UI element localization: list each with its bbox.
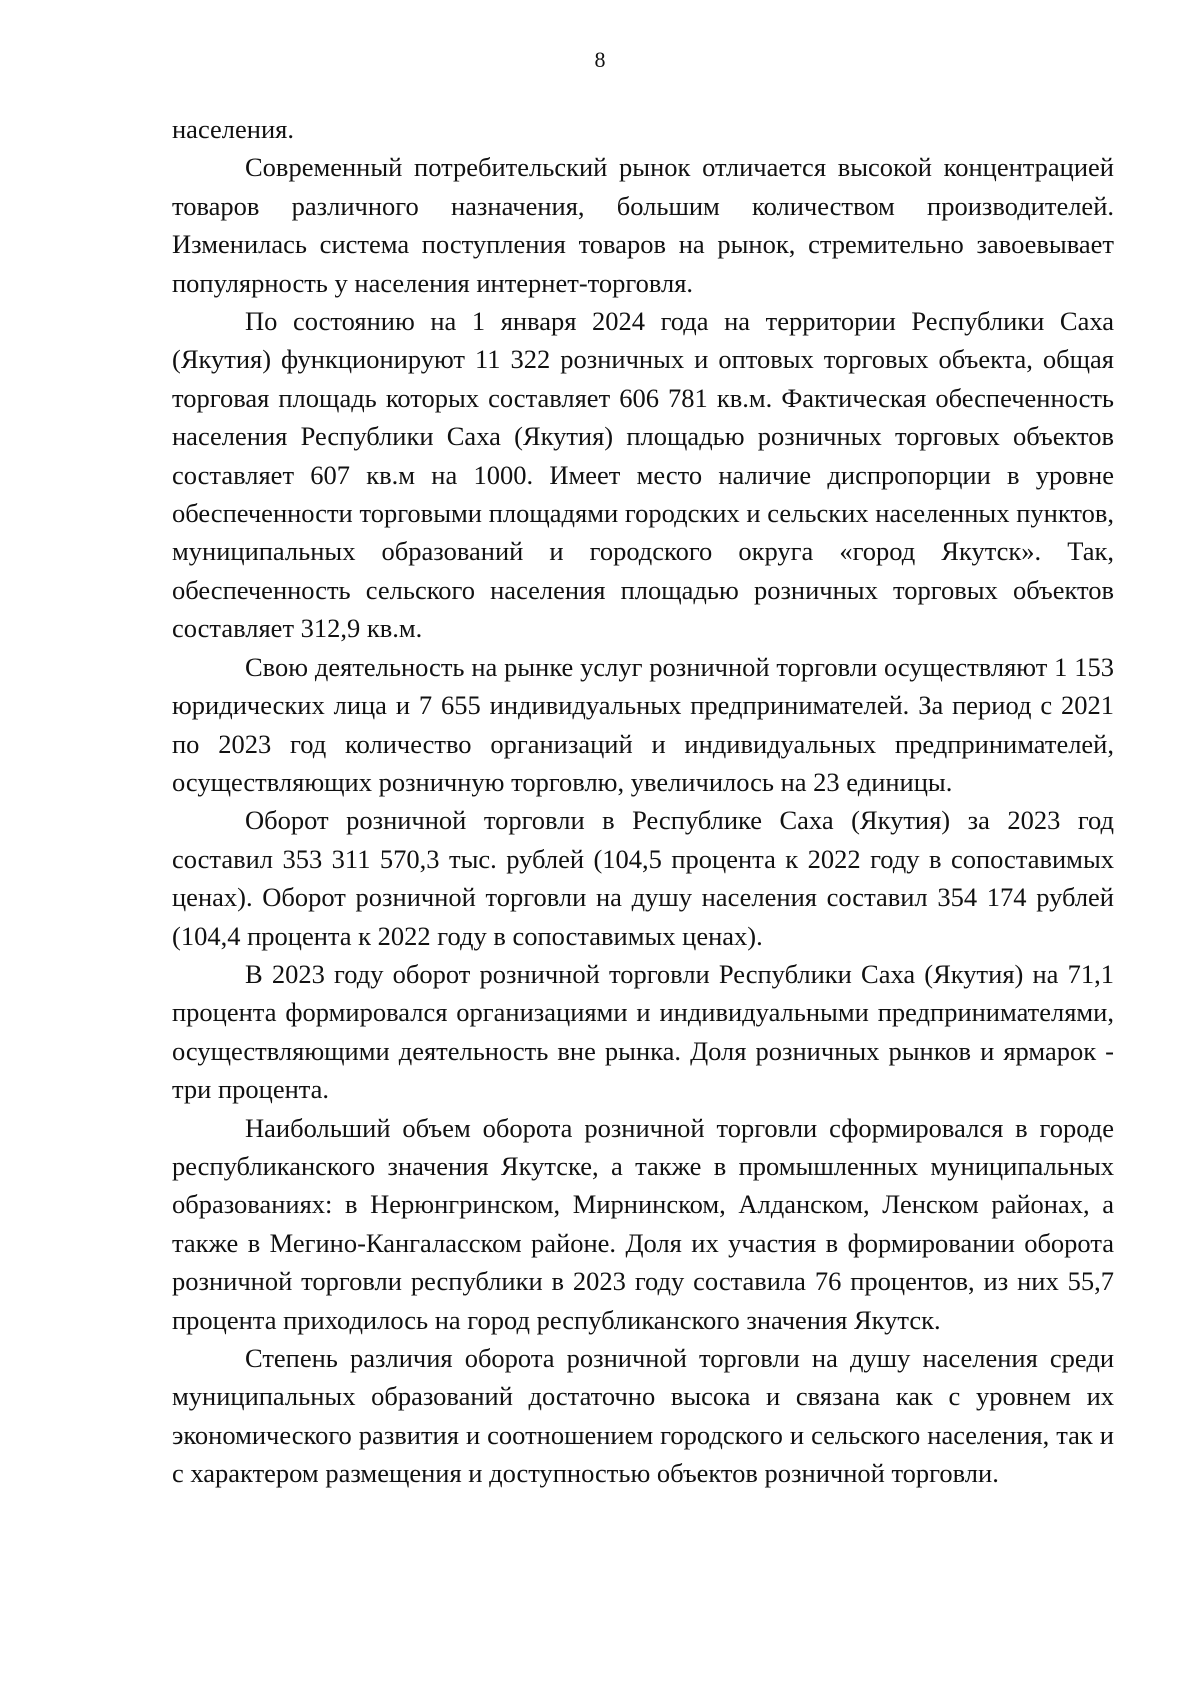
paragraph-turnover-geography: Наибольший объем оборота розничной торговли сформировался в городе республиканского значения Якутске, а также в промышленных муниципальных образованиях: в Нерюнгринском, Мирнинском, Алданском, Ленском районах, а также в Мегино-Кангаласском районе. Доля их участия в формировании оборота розничной торговли республики в 2023 году составила 76 процентов, из них 55,7 процента приходилось на город республиканского значения Якутск. [172, 1112, 1114, 1335]
document-body [172, 110, 1114, 1493]
page-number: 8 [594, 47, 606, 72]
paragraph-turnover-structure: В 2023 году оборот розничной торговли Республики Саха (Якутия) на 71,1 процента формировался организациями и индивидуальными предпринимателями, осуществляющими деятельность вне рынка. Доля розничных рынков и ярмарок - три процента. [172, 958, 1114, 1105]
paragraph-trade-objects: По состоянию на 1 января 2024 года на территории Республики Саха (Якутия) функционируют 11 322 розничных и оптовых торговых объекта, общая торговая площадь которых составляет 606 781 кв.м. Фактическая обеспеченность населения Республики Саха (Якутия) площадью розничных торговых объектов составляет 607 кв.м на 1000. Имеет место наличие диспропорции в уровне обеспеченности торговыми площадями городских и сельских населенных пунктов, муниципальных образований и городского округа «город Якутск». Так, обеспеченность сельского населения площадью розничных торговых объектов составляет 312,9 кв.м. [172, 306, 1114, 644]
paragraph-retail-turnover: Оборот розничной торговли в Республике Саха (Якутия) за 2023 год составил 353 311 570,3 тыс. рублей (104,5 процента к 2022 году в сопоставимых ценах). Оборот розничной торговли на душу населения составил 354 174 рублей (104,4 процента к 2022 году в сопоставимых ценах). [172, 805, 1114, 951]
paragraph-continuation: населения. [172, 114, 294, 144]
paragraph-consumer-market: Современный потребительский рынок отличается высокой концентрацией товаров различного назначения, большим количеством производителей. Изменилась система поступления товаров на рынок, стремительно завоевывает популярность у населения интернет-торговля. [172, 152, 1114, 298]
paragraph-turnover-differences: Степень различия оборота розничной торговли на душу населения среди муниципальных образований достаточно высока и связана как с уровнем их экономического развития и соотношением городского и сельского населения, так и с характером размещения и доступностью объектов розничной торговли. [172, 1343, 1114, 1489]
paragraph-market-participants: Свою деятельность на рынке услуг розничной торговли осуществляют 1 153 юридических лица и 7 655 индивидуальных предпринимателей. За период с 2021 по 2023 год количество организаций и индивидуальных предпринимателей, осуществляющих розничную торговлю, увеличилось на 23 единицы. [172, 651, 1114, 797]
